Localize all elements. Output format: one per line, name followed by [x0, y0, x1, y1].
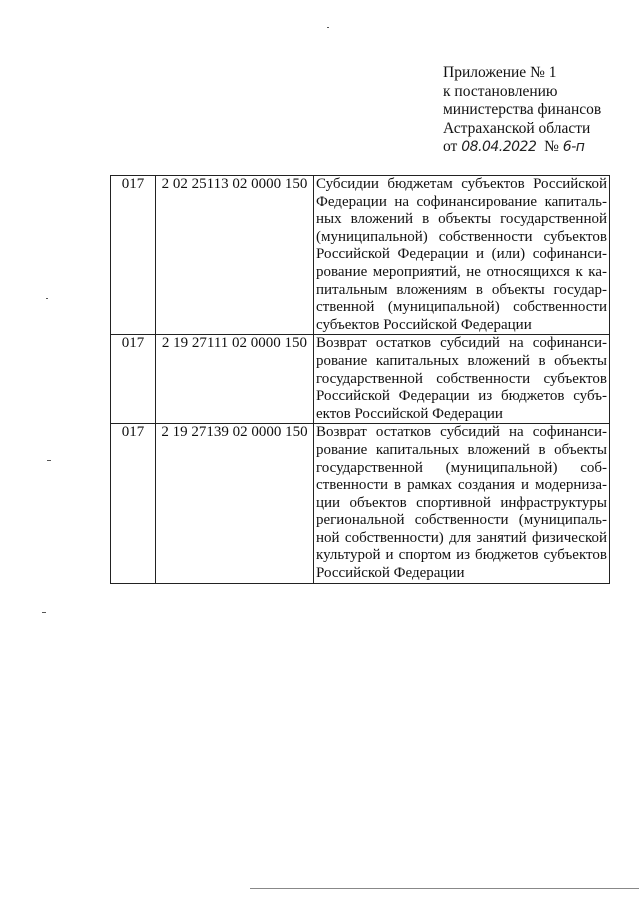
- scan-speck: [47, 460, 51, 461]
- admin-code-cell: 017: [111, 424, 156, 583]
- description-cell: Возврат остатков субсидий на софинансирование капитальных вложений в объекты государственной собственности субъектов Российской Федерации из бюджетов субъектов Российской Федерации: [314, 335, 610, 424]
- number-prefix: №: [544, 138, 559, 155]
- handwritten-number: 6-п: [562, 139, 585, 155]
- appendix-subtitle-line: к постановлению: [443, 82, 558, 100]
- kbk-code-cell: 2 19 27139 02 0000 150: [156, 424, 314, 583]
- appendix-ministry-line: министерства финансов: [443, 101, 602, 118]
- scan-edge-line: [250, 888, 639, 889]
- handwritten-date: 08.04.2022: [461, 139, 537, 155]
- scan-speck: [327, 27, 329, 28]
- kbk-code-cell: 2 02 25113 02 0000 150: [156, 176, 314, 335]
- description-cell: Субсидии бюджетам субъектов Российской Федерации на софинансирование капитальных вложений в объекты государственной (муниципальной) собственности субъектов Российской Федерации и (или) софинансирование мероприятий, не относящихся к капитальным вложениям в объекты государственной (муниципальной) собственности субъектов Российской Федерации: [314, 176, 610, 335]
- appendix-date-number-line: [443, 138, 601, 157]
- budget-codes-table: [110, 175, 610, 584]
- kbk-code-cell: 2 19 27111 02 0000 150: [156, 335, 314, 424]
- appendix-title: Приложение № 1: [443, 64, 557, 81]
- scan-speck: [46, 298, 48, 299]
- table-row: [111, 335, 610, 424]
- appendix-region-line: Астраханской области: [443, 119, 591, 137]
- admin-code-cell: 017: [111, 176, 156, 335]
- scan-speck: [42, 612, 46, 613]
- table-row: [111, 176, 610, 335]
- table-row: [111, 424, 610, 583]
- admin-code-cell: 017: [111, 335, 156, 424]
- description-cell: Возврат остатков субсидий на софинансирование капитальных вложений в объекты государственной (муниципальной) собственности в рамках создания и модернизации объектов спортивной инфраструктуры региональной собственности (муниципальной собственности) для занятий физической культурой и спортом из бюджетов субъектов Российской Федерации: [314, 424, 610, 583]
- appendix-header: [443, 64, 601, 157]
- date-prefix: от: [443, 138, 458, 155]
